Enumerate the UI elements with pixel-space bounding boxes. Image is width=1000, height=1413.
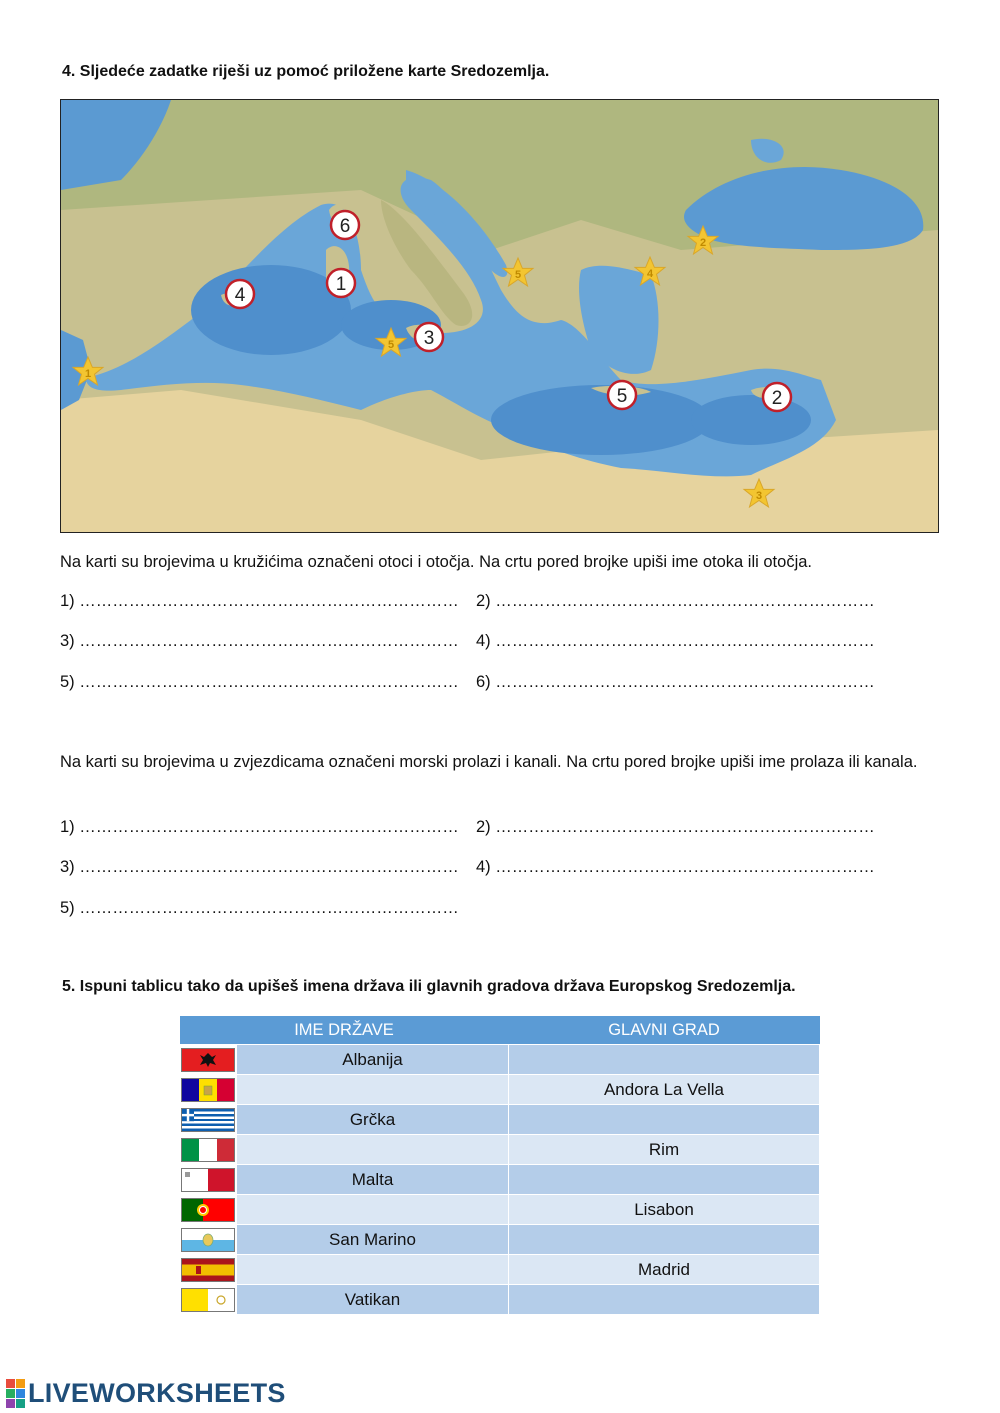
svg-text:5: 5 bbox=[616, 386, 628, 407]
countries-table bbox=[179, 1016, 820, 1315]
island-answer-6[interactable]: 6) …………………………………………………………… bbox=[476, 673, 875, 691]
flag-cell bbox=[180, 1135, 237, 1165]
basin-ionian bbox=[491, 385, 711, 455]
island-marker-2 bbox=[763, 383, 791, 411]
map-graphic bbox=[61, 100, 938, 532]
svg-text:3: 3 bbox=[423, 328, 435, 349]
country-cell[interactable]: San Marino bbox=[237, 1225, 509, 1255]
country-cell[interactable]: Albanija bbox=[237, 1045, 509, 1075]
strait-answer-4[interactable]: 4) …………………………………………………………… bbox=[476, 858, 875, 876]
san-marino-flag-icon bbox=[181, 1228, 235, 1252]
table-row bbox=[180, 1105, 820, 1135]
islands-instruction: Na karti su brojevima u kružićima označeni otoci i otočja. Na crtu pored brojke upiši ime otoka ili otočja. bbox=[60, 553, 812, 571]
capital-cell[interactable] bbox=[509, 1165, 820, 1195]
island-marker-4 bbox=[226, 280, 254, 308]
spain-flag-icon bbox=[181, 1258, 235, 1282]
svg-text:4: 4 bbox=[234, 285, 246, 306]
table-row bbox=[180, 1165, 820, 1195]
island-answer-3[interactable]: 3) …………………………………………………………… bbox=[60, 632, 459, 650]
country-cell[interactable]: Vatikan bbox=[237, 1285, 509, 1315]
strait-answer-2[interactable]: 2) …………………………………………………………… bbox=[476, 818, 875, 836]
mediterranean-map bbox=[60, 99, 939, 533]
capital-cell[interactable]: Lisabon bbox=[509, 1195, 820, 1225]
svg-text:5: 5 bbox=[387, 339, 395, 351]
flag-cell bbox=[180, 1165, 237, 1195]
italy-flag-icon bbox=[181, 1138, 235, 1162]
svg-text:1: 1 bbox=[84, 368, 92, 380]
table-row bbox=[180, 1075, 820, 1105]
flag-cell bbox=[180, 1285, 237, 1315]
island-answer-1[interactable]: 1) …………………………………………………………… bbox=[60, 592, 459, 610]
basin-levantine bbox=[691, 395, 811, 445]
country-cell[interactable]: Malta bbox=[237, 1165, 509, 1195]
svg-text:4: 4 bbox=[646, 268, 654, 280]
svg-text:6: 6 bbox=[339, 216, 351, 237]
island-answer-5[interactable]: 5) …………………………………………………………… bbox=[60, 673, 459, 691]
island-marker-5 bbox=[608, 381, 636, 409]
table-row bbox=[180, 1285, 820, 1315]
capital-cell[interactable] bbox=[509, 1045, 820, 1075]
island-marker-1 bbox=[327, 269, 355, 297]
andorra-flag-icon bbox=[181, 1078, 235, 1102]
flag-cell bbox=[180, 1195, 237, 1225]
capital-cell[interactable] bbox=[509, 1225, 820, 1255]
island-answer-4[interactable]: 4) …………………………………………………………… bbox=[476, 632, 875, 650]
svg-text:2: 2 bbox=[699, 237, 707, 249]
malta-flag-icon bbox=[181, 1168, 235, 1192]
svg-text:3: 3 bbox=[755, 490, 763, 502]
svg-text:5: 5 bbox=[514, 269, 522, 281]
table-row bbox=[180, 1045, 820, 1075]
island-marker-3 bbox=[415, 323, 443, 351]
capital-cell[interactable]: Andora La Vella bbox=[509, 1075, 820, 1105]
logo-text: LIVEWORKSHEETS bbox=[28, 1378, 286, 1408]
svg-text:1: 1 bbox=[335, 274, 347, 295]
flag-cell bbox=[180, 1045, 237, 1075]
table-row bbox=[180, 1135, 820, 1165]
country-cell[interactable] bbox=[237, 1195, 509, 1225]
country-cell[interactable] bbox=[237, 1255, 509, 1285]
capital-cell[interactable] bbox=[509, 1105, 820, 1135]
vatican-flag-icon bbox=[181, 1288, 235, 1312]
capital-cell[interactable]: Rim bbox=[509, 1135, 820, 1165]
country-cell[interactable]: Grčka bbox=[237, 1105, 509, 1135]
table-header-row bbox=[180, 1016, 820, 1045]
logo-blocks-icon bbox=[6, 1379, 25, 1408]
island-marker-6 bbox=[331, 211, 359, 239]
flag-cell bbox=[180, 1225, 237, 1255]
capital-cell[interactable]: Madrid bbox=[509, 1255, 820, 1285]
header-country: IME DRŽAVE bbox=[180, 1016, 509, 1045]
straits-instruction: Na karti su brojevima u zvjezdicama označeni morski prolazi i kanali. Na crtu pored brojke upiši ime prolaza ili kanala. bbox=[60, 753, 918, 771]
flag-cell bbox=[180, 1075, 237, 1105]
albania-flag-icon bbox=[181, 1048, 235, 1072]
strait-answer-1[interactable]: 1) …………………………………………………………… bbox=[60, 818, 459, 836]
portugal-flag-icon bbox=[181, 1198, 235, 1222]
table-row bbox=[180, 1195, 820, 1225]
flag-cell bbox=[180, 1105, 237, 1135]
header-capital: GLAVNI GRAD bbox=[509, 1016, 820, 1045]
svg-text:2: 2 bbox=[771, 388, 783, 409]
task-4-title: 4. Sljedeće zadatke riješi uz pomoć priložene karte Sredozemlja. bbox=[62, 63, 550, 80]
strait-answer-5[interactable]: 5) …………………………………………………………… bbox=[60, 899, 459, 917]
task-5-title: 5. Ispuni tablicu tako da upišeš imena država ili glavnih gradova država Europskog Sredozemlja. bbox=[62, 978, 796, 995]
liveworksheets-logo bbox=[6, 1378, 286, 1409]
table-row bbox=[180, 1225, 820, 1255]
capital-cell[interactable] bbox=[509, 1285, 820, 1315]
country-cell[interactable] bbox=[237, 1075, 509, 1105]
island-answer-2[interactable]: 2) …………………………………………………………… bbox=[476, 592, 875, 610]
table-row bbox=[180, 1255, 820, 1285]
strait-answer-3[interactable]: 3) …………………………………………………………… bbox=[60, 858, 459, 876]
flag-cell bbox=[180, 1255, 237, 1285]
greece-flag-icon bbox=[181, 1108, 235, 1132]
country-cell[interactable] bbox=[237, 1135, 509, 1165]
